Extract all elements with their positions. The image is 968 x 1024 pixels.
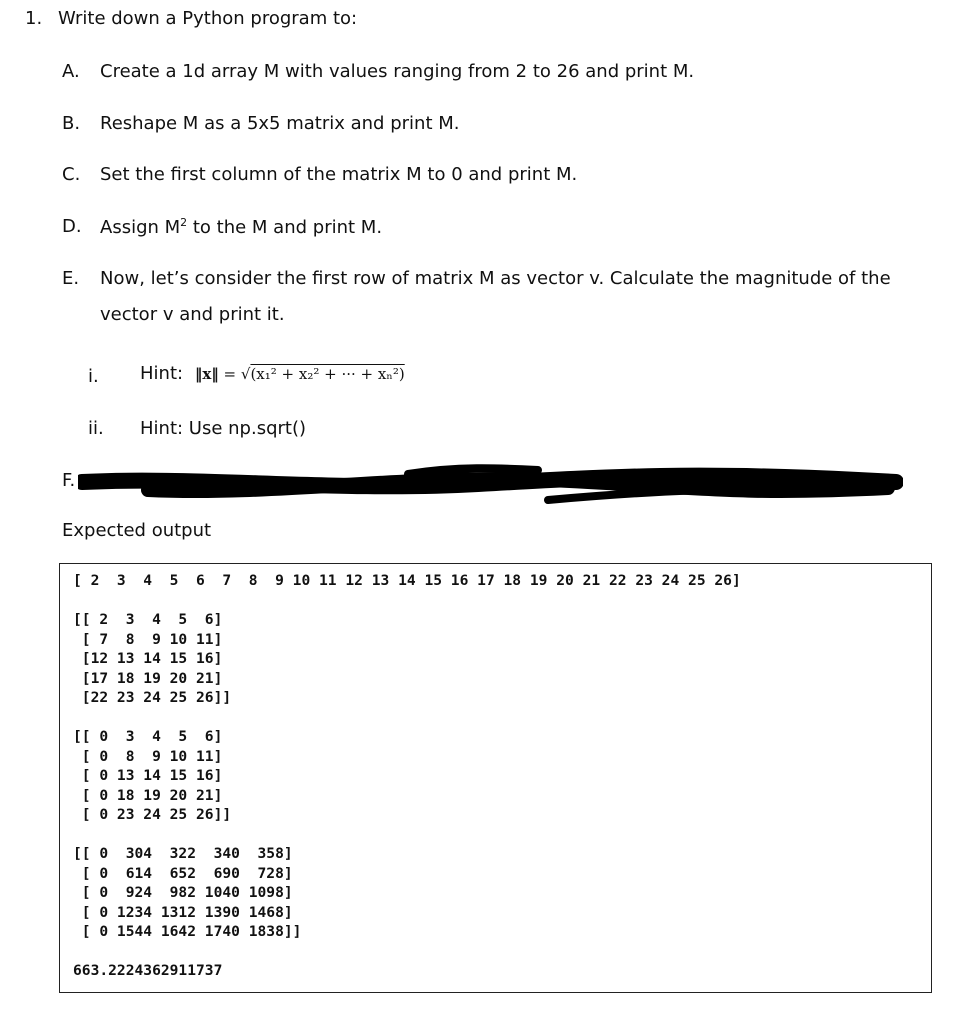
item-text-d-superscript: 2 [180,216,188,229]
item-text-b: Reshape M as a 5x5 matrix and print M. [100,113,460,134]
magnitude-formula [195,365,405,383]
output-line: [ 0 18 19 20 21] [73,786,223,804]
output-line: [ 0 924 982 1040 1098] [73,884,293,901]
item-letter-c: C. [62,164,81,185]
output-line: [ 0 614 652 690 728] [73,864,293,882]
item-text-d-after: to the M and print M. [187,217,383,238]
question-number: 1. [25,8,43,29]
expected-output-text [60,564,931,981]
item-letter-e: E. [62,268,80,289]
hint-ii: Hint: Use np.sqrt() [140,418,306,439]
item-letter-f: F. [62,470,76,491]
item-text-e-line2: vector v and print it. [100,304,285,325]
output-line: [ 0 23 24 25 26]] [73,806,232,823]
formula-equals: = [218,365,241,383]
output-line: [ 0 1544 1642 1740 1838]] [73,923,302,940]
expected-output-label: Expected output [62,520,212,541]
output-line: [ 0 13 14 15 16] [73,767,223,784]
item-text-d [100,216,382,238]
formula-sqrt: √ [240,365,251,383]
output-line: [ 7 8 9 10 11] [73,630,223,648]
hint-roman-i: i. [88,366,99,387]
output-line: 663.2224362911737 [73,962,223,979]
hint-i-label: Hint: [140,363,184,384]
item-text-d-before: Assign M [100,217,181,238]
hint-i [140,363,405,384]
item-text-c: Set the first column of the matrix M to 0 and print M. [100,164,578,185]
output-line: [ 0 8 9 10 11] [73,747,223,765]
item-letter-d: D. [62,216,82,237]
item-text-a: Create a 1d array M with values ranging from 2 to 26 and print M. [100,61,695,82]
output-line: [ 0 1234 1312 1390 1468] [73,903,293,921]
output-line: [22 23 24 25 26]] [73,689,232,706]
redaction-scribble [78,462,903,506]
output-line: [[ 0 304 322 340 358] [73,845,293,862]
output-line: [17 18 19 20 21] [73,669,223,687]
formula-body: (x₁² + x₂² + ··· + xₙ²) [250,365,405,383]
expected-output-box [59,563,932,993]
output-line: [[ 2 3 4 5 6] [73,611,223,628]
output-line: [[ 0 3 4 5 6] [73,728,223,745]
item-text-e-line1: Now, let’s consider the first row of matrix M as vector v. Calculate the magnitude of the [100,268,891,289]
item-letter-b: B. [62,113,81,134]
question-title: Write down a Python program to: [58,8,358,29]
formula-norm: ‖x‖ [194,365,219,383]
item-letter-a: A. [62,61,80,82]
hint-roman-ii: ii. [88,418,104,439]
output-line: [ 2 3 4 5 6 7 8 9 10 11 12 13 14 15 16 17 18 19 20 21 22 23 24 25 26] [73,572,741,589]
output-line: [12 13 14 15 16] [73,650,223,667]
